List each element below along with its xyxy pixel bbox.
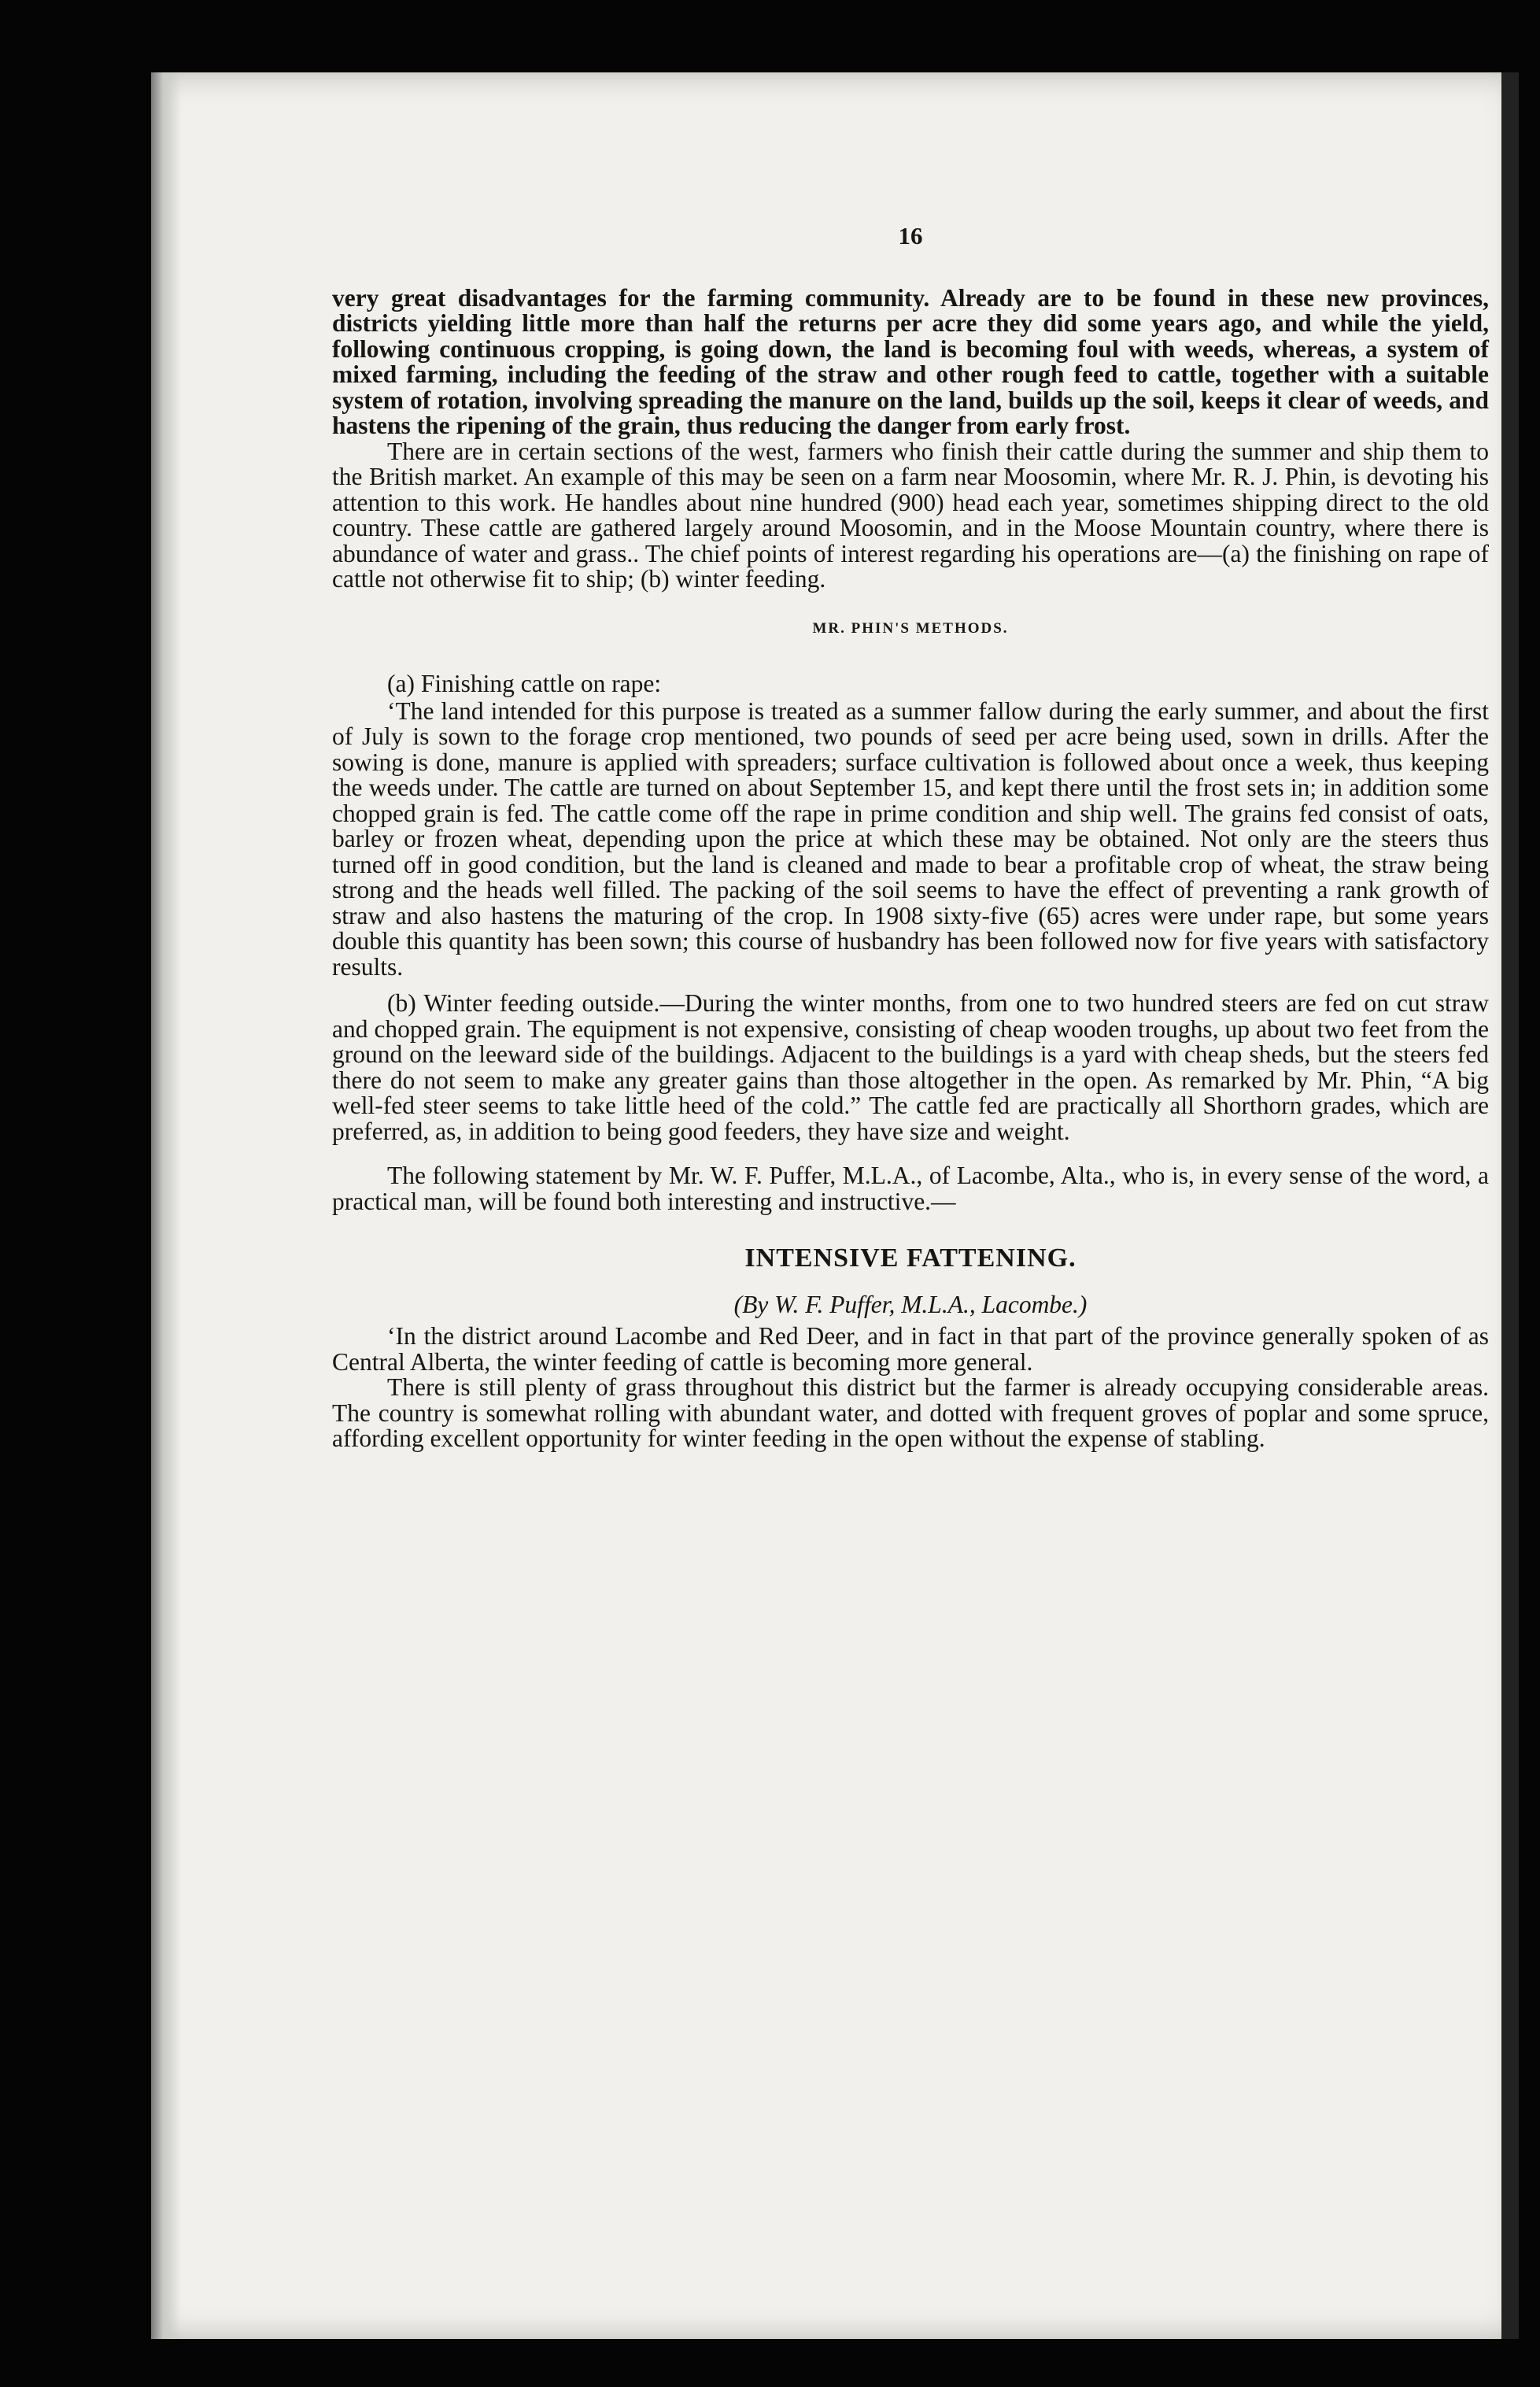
paragraph-central-alberta: ‘In the district around Lacombe and Red Deer, and in fact in that part of the province generally spoken of as Central Alberta, the winter feeding of cattle is becoming more general. xyxy=(332,1322,1489,1376)
paragraph-finishing-on-rape: ‘The land intended for this purpose is treated as a summer fallow during the early summer, and about the first of July is sown to the forage crop mentioned, two pounds of seed per acre being used, sown in drills. After the sowing is done, manure is applied with spreaders; surface cultivation is followed about once a week, thus keeping the weeds under. The cattle are turned on about September 15, and kept there until the frost sets in; in addition some chopped grain is fed. The cattle come off the rape in prime condition and ship well. The grains fed consist of oats, barley or frozen wheat, depending upon the price at which these may be obtained. Not only are the steers thus turned off in good condition, but the land is cleaned and made to bear a profitable crop of wheat, the straw being strong and the heads well filled. The packing of the soil seems to have the effect of preventing a rank growth of straw and also hastens the maturing of the crop. In 1908 sixty-five (65) acres were under rape, but some years double this quantity has been sown; this course of husbandry has been followed now for five years with satisfactory results. xyxy=(332,697,1489,981)
article-title: INTENSIVE FATTENING. xyxy=(744,1243,1077,1273)
page-number: 16 xyxy=(898,222,923,249)
paragraph-statement-intro: The following statement by Mr. W. F. Puffer, M.L.A., of Lacombe, Alta., who is, in every sense of the word, a practical man, will be found both interesting and instructive.— xyxy=(332,1162,1489,1215)
section-heading: MR. PHIN'S METHODS. xyxy=(812,619,1009,637)
paragraph-winter-feeding: (b) Winter feeding outside.—During the winter months, from one to two hundred steers are fed on cut straw and chopped grain. The equipment is not expensive, consisting of cheap wooden troughs, up about two feet from the ground on the leeward side of the buildings. Adjacent to the buildings is a yard with cheap sheds, but the steers fed there do not seem to make any greater gains than those altogether in the open. As remarked by Mr. Phin, “A big well-fed steer seems to take little heed of the cold.” The cattle fed are practically all Shorthorn grades, which are preferred, as, in addition to being good feeders, they have size and weight. xyxy=(332,989,1489,1145)
rape-subheading: (a) Finishing cattle on rape: xyxy=(387,670,662,697)
page-edge-border xyxy=(1501,72,1519,2339)
paragraph-british-market: There are in certain sections of the west, farmers who finish their cattle during the summer and ship them to the British market. An example of this may be seen on a farm near Moosomin, where Mr. R. J. Phin, is devoting his attention to this work. He handles about nine hundred (900) head each year, sometimes shipping direct to the old country. These cattle are gathered largely around Moosomin, and in the Moose Mountain country, where there is abundance of water and grass.. The chief points of interest regarding his operations are—(a) the finishing on rape of cattle not otherwise fit to ship; (b) winter feeding. xyxy=(332,437,1489,593)
article-byline: (By W. F. Puffer, M.L.A., Lacombe.) xyxy=(733,1290,1088,1318)
page-content xyxy=(332,224,1489,1452)
paragraph-grass-country: There is still plenty of grass throughout this district but the farmer is already occupying considerable areas. The country is somewhat rolling with abundant water, and dotted with frequent groves of poplar and some spruce, affording excellent opportunity for winter feeding in the open without the expense of stabling. xyxy=(332,1373,1489,1452)
scanned-page xyxy=(151,72,1519,2339)
paragraph-continuation: very great disadvantages for the farming community. Already are to be found in these new provinces, districts yielding little more than half the returns per acre they did some years ago, and while the yield, following continuous cropping, is going down, the land is becoming foul with weeds, whereas, a system of mixed farming, including the feeding of the straw and other rough feed to cattle, together with a suitable system of rotation, involving spreading the manure on the land, builds up the soil, keeps it clear of weeds, and hastens the ripening of the grain, thus reducing the danger from early frost. xyxy=(332,283,1489,439)
